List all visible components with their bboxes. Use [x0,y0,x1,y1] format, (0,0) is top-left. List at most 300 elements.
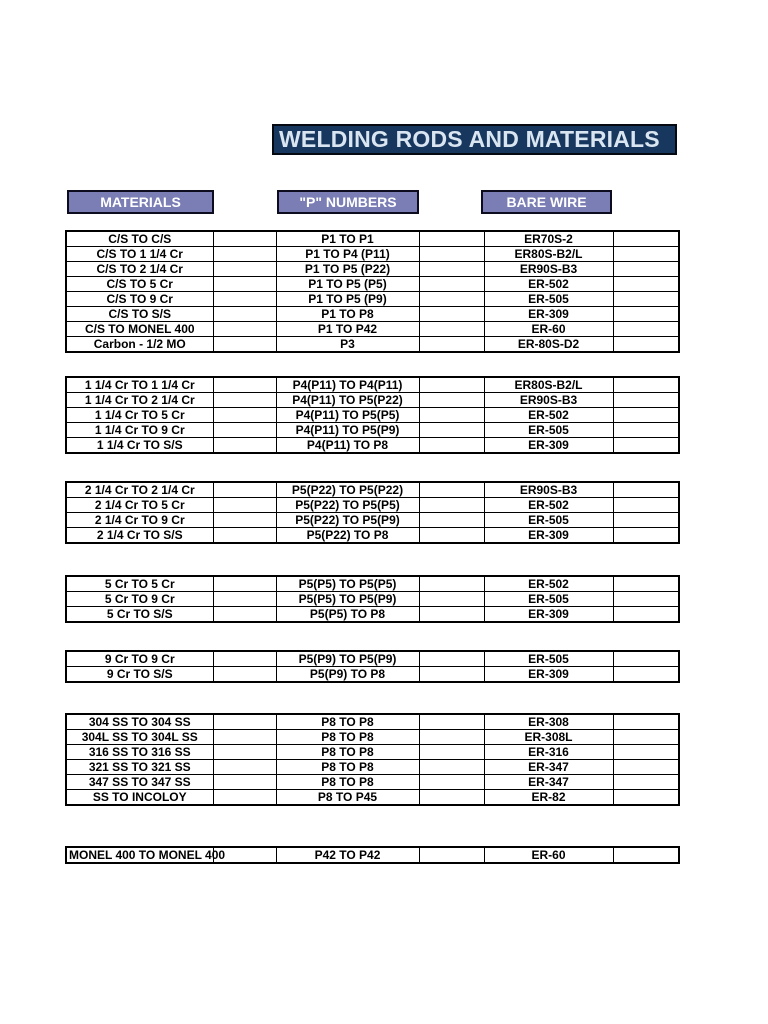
spacer-cell [419,408,484,423]
p-numbers-cell [276,423,419,438]
spacer-cell [213,277,276,292]
spacer-cell [213,292,276,307]
p-numbers-cell [276,231,419,247]
material-cell-text: 2 1/4 Cr TO S/S [96,528,183,542]
p-numbers-cell-text: P8 TO P8 [321,715,374,729]
material-cell [66,730,213,745]
table-row [66,377,679,393]
bare-wire-cell-text: ER-82 [531,790,566,804]
spacer-cell [613,307,679,322]
spacer-cell [419,337,484,353]
spacer-cell [613,760,679,775]
p-numbers-cell-text: P3 [340,337,355,351]
spacer-cell [213,667,276,683]
spacer-cell [419,745,484,760]
bare-wire-cell-text: ER-505 [528,423,569,437]
spacer-cell [613,775,679,790]
bare-wire-cell-text: ER80S-B2/L [514,247,583,261]
materials-table-block-4 [65,575,680,623]
spacer-cell [419,513,484,528]
material-cell [66,576,213,592]
spacer-cell [613,277,679,292]
spacer-cell [613,576,679,592]
bare-wire-cell [484,745,613,760]
p-numbers-cell [276,775,419,790]
spacer-cell [213,730,276,745]
material-cell [66,423,213,438]
p-numbers-cell [276,482,419,498]
bare-wire-cell [484,337,613,353]
material-cell-text: 316 SS TO 316 SS [88,745,191,759]
material-cell [66,714,213,730]
p-numbers-cell [276,277,419,292]
spacer-cell [613,337,679,353]
p-numbers-cell-text: P5(P5) TO P8 [309,607,386,621]
material-cell-text: Carbon - 1/2 MO [93,337,186,351]
material-cell [66,498,213,513]
p-numbers-cell-text: P1 TO P5 (P5) [308,277,387,291]
spacer-cell [419,730,484,745]
table-row [66,667,679,683]
material-cell-text: 5 Cr TO S/S [106,607,173,621]
p-numbers-cell [276,408,419,423]
spacer-cell [613,377,679,393]
material-cell [66,322,213,337]
spacer-cell [213,482,276,498]
p-numbers-cell [276,790,419,806]
material-cell [66,393,213,408]
materials-table-block-7 [65,846,680,864]
p-numbers-cell-text: P5(P9) TO P8 [309,667,386,681]
table-row [66,513,679,528]
p-numbers-cell-text: P4(P11) TO P5(P22) [292,393,403,407]
spacer-cell [213,423,276,438]
material-cell [66,513,213,528]
column-header-p-numbers: "P" NUMBERS [277,190,419,214]
p-numbers-cell-text: P8 TO P8 [321,745,374,759]
spacer-cell [419,247,484,262]
material-cell-text: C/S TO C/S [108,232,172,246]
material-cell [66,607,213,623]
bare-wire-cell-text: ER-309 [528,438,569,452]
material-cell [66,651,213,667]
bare-wire-cell-text: ER-347 [528,775,569,789]
spacer-cell [613,438,679,454]
p-numbers-cell [276,292,419,307]
bare-wire-cell [484,262,613,277]
spacer-cell [419,292,484,307]
spacer-cell [419,262,484,277]
table-row [66,847,679,863]
p-numbers-cell [276,745,419,760]
table-row [66,438,679,454]
spacer-cell [613,847,679,863]
spacer-cell [213,607,276,623]
bare-wire-cell [484,498,613,513]
material-cell-text: 1 1/4 Cr TO 1 1/4 Cr [84,378,195,392]
table-row [66,790,679,806]
spacer-cell [613,513,679,528]
bare-wire-cell-text: ER-309 [528,307,569,321]
spacer-cell [419,760,484,775]
material-cell [66,262,213,277]
bare-wire-cell-text: ER90S-B3 [519,483,578,497]
p-numbers-cell-text: P1 TO P5 (P22) [304,262,391,276]
spacer-cell [613,247,679,262]
bare-wire-cell [484,408,613,423]
spacer-cell [419,377,484,393]
spacer-cell [213,231,276,247]
bare-wire-cell [484,651,613,667]
bare-wire-cell-text: ER-309 [528,607,569,621]
spacer-cell [613,714,679,730]
p-numbers-cell [276,393,419,408]
bare-wire-cell [484,790,613,806]
spacer-cell [613,667,679,683]
spacer-cell [419,576,484,592]
table-row [66,760,679,775]
page-title: WELDING RODS AND MATERIALS [272,124,677,155]
spacer-cell [213,438,276,454]
spacer-cell [213,498,276,513]
bare-wire-cell-text: ER-80S-D2 [517,337,580,351]
spacer-cell [419,790,484,806]
material-cell-text: 347 SS TO 347 SS [88,775,191,789]
bare-wire-cell [484,714,613,730]
table-row [66,607,679,623]
spacer-cell [213,592,276,607]
spacer-cell [213,790,276,806]
bare-wire-cell-text: ER-347 [528,760,569,774]
p-numbers-cell-text: P1 TO P5 (P9) [308,292,387,306]
bare-wire-cell-text: ER90S-B3 [519,262,578,276]
bare-wire-cell-text: ER-502 [528,498,569,512]
spacer-cell [419,423,484,438]
bare-wire-cell [484,231,613,247]
material-cell [66,277,213,292]
p-numbers-cell-text: P4(P11) TO P5(P5) [295,408,400,422]
p-numbers-cell [276,337,419,353]
spacer-cell [419,277,484,292]
material-cell [66,231,213,247]
p-numbers-cell [276,262,419,277]
table-row [66,307,679,322]
bare-wire-cell-text: ER70S-2 [524,232,573,246]
p-numbers-cell [276,498,419,513]
spacer-cell [613,262,679,277]
material-cell-text: 304 SS TO 304 SS [88,715,191,729]
material-cell [66,408,213,423]
p-numbers-cell [276,760,419,775]
table-row [66,714,679,730]
material-cell-text: MONEL 400 TO MONEL 400 [69,848,226,862]
material-cell-text: 5 Cr TO 9 Cr [104,592,175,606]
materials-table-block-5 [65,650,680,683]
spacer-cell [213,760,276,775]
material-cell-text: C/S TO MONEL 400 [84,322,195,336]
material-cell [66,760,213,775]
material-cell-text: C/S TO 1 1/4 Cr [96,247,183,261]
bare-wire-cell [484,292,613,307]
spacer-cell [213,528,276,544]
material-cell [66,337,213,353]
spacer-cell [613,482,679,498]
material-cell-text: 2 1/4 Cr TO 2 1/4 Cr [84,483,195,497]
spacer-cell [419,847,484,863]
table-row [66,337,679,353]
p-numbers-cell [276,714,419,730]
material-cell-text: 1 1/4 Cr TO 2 1/4 Cr [84,393,195,407]
spacer-cell [419,498,484,513]
spacer-cell [419,667,484,683]
bare-wire-cell [484,528,613,544]
spacer-cell [613,393,679,408]
spacer-cell [419,651,484,667]
bare-wire-cell [484,322,613,337]
p-numbers-cell-text: P42 TO P42 [314,848,381,862]
spacer-cell [213,377,276,393]
p-numbers-cell [276,607,419,623]
bare-wire-cell-text: ER-505 [528,592,569,606]
p-numbers-cell-text: P4(P11) TO P5(P9) [295,423,400,437]
spacer-cell [613,231,679,247]
p-numbers-cell-text: P5(P22) TO P5(P22) [291,483,404,497]
table-row [66,423,679,438]
p-numbers-cell [276,730,419,745]
spacer-cell [213,322,276,337]
table-row [66,408,679,423]
spacer-cell [419,231,484,247]
material-cell [66,482,213,498]
material-cell-text: C/S TO 9 Cr [106,292,173,306]
bare-wire-cell [484,513,613,528]
material-cell-text: C/S TO 5 Cr [106,277,173,291]
material-cell-text: SS TO INCOLOY [92,790,187,804]
p-numbers-cell-text: P4(P11) TO P8 [306,438,389,452]
spacer-cell [213,775,276,790]
material-cell [66,667,213,683]
spacer-cell [613,528,679,544]
p-numbers-cell-text: P5(P5) TO P5(P9) [298,592,397,606]
spacer-cell [613,592,679,607]
spacer-cell [419,592,484,607]
p-numbers-cell-text: P5(P9) TO P5(P9) [298,652,397,666]
material-cell [66,292,213,307]
p-numbers-cell [276,651,419,667]
material-cell-text: 9 Cr TO S/S [106,667,173,681]
column-header-bare-wire: BARE WIRE [481,190,612,214]
table-row [66,730,679,745]
p-numbers-cell-text: P8 TO P8 [321,730,374,744]
p-numbers-cell [276,576,419,592]
p-numbers-cell-text: P5(P5) TO P5(P5) [298,577,397,591]
material-cell [66,377,213,393]
material-cell [66,438,213,454]
bare-wire-cell-text: ER90S-B3 [519,393,578,407]
bare-wire-cell [484,482,613,498]
bare-wire-cell [484,760,613,775]
material-cell-text: 1 1/4 Cr TO S/S [96,438,183,452]
table-row [66,482,679,498]
bare-wire-cell-text: ER-316 [528,745,569,759]
p-numbers-cell-text: P8 TO P8 [321,760,374,774]
spacer-cell [213,337,276,353]
spacer-cell [613,745,679,760]
material-cell-text: 2 1/4 Cr TO 9 Cr [94,513,185,527]
p-numbers-cell-text: P1 TO P4 (P11) [305,247,390,261]
p-numbers-cell [276,322,419,337]
material-cell-text: 304L SS TO 304L SS [81,730,198,744]
material-cell [66,847,226,863]
bare-wire-cell [484,307,613,322]
p-numbers-cell-text: P8 TO P45 [317,790,378,804]
spacer-cell [419,607,484,623]
table-row [66,262,679,277]
spacer-cell [213,262,276,277]
material-cell [66,307,213,322]
bare-wire-cell-text: ER-505 [528,652,569,666]
column-header-materials: MATERIALS [67,190,214,214]
table-row [66,592,679,607]
spacer-cell [213,393,276,408]
spacer-cell [613,408,679,423]
spacer-cell [419,438,484,454]
material-cell-text: 1 1/4 Cr TO 5 Cr [94,408,185,422]
p-numbers-cell [276,377,419,393]
bare-wire-cell-text: ER-60 [531,322,566,336]
materials-table-block-3 [65,481,680,544]
spacer-cell [213,651,276,667]
spacer-cell [419,714,484,730]
material-cell-text: 9 Cr TO 9 Cr [104,652,175,666]
table-row [66,498,679,513]
material-cell-text: C/S TO S/S [108,307,171,321]
table-row [66,277,679,292]
material-cell-text: C/S TO 2 1/4 Cr [96,262,183,276]
material-cell [66,790,213,806]
p-numbers-cell-text: P5(P22) TO P5(P5) [295,498,400,512]
p-numbers-cell [276,667,419,683]
p-numbers-cell [276,307,419,322]
bare-wire-cell-text: ER-502 [528,408,569,422]
bare-wire-cell [484,730,613,745]
bare-wire-cell [484,847,613,863]
spacer-cell [613,607,679,623]
material-cell [66,745,213,760]
p-numbers-cell [276,592,419,607]
spacer-cell [213,307,276,322]
table-row [66,775,679,790]
bare-wire-cell-text: ER-308 [528,715,569,729]
spacer-cell [613,322,679,337]
p-numbers-cell [276,438,419,454]
bare-wire-cell-text: ER-308L [524,730,573,744]
spacer-cell [419,482,484,498]
spacer-cell [419,307,484,322]
bare-wire-cell [484,423,613,438]
bare-wire-cell-text: ER80S-B2/L [514,378,583,392]
p-numbers-cell-text: P1 TO P1 [321,232,374,246]
bare-wire-cell [484,393,613,408]
p-numbers-cell-text: P8 TO P8 [321,775,374,789]
bare-wire-cell [484,277,613,292]
bare-wire-cell [484,576,613,592]
spacer-cell [419,775,484,790]
p-numbers-cell-text: P5(P22) TO P5(P9) [295,513,400,527]
material-cell-text: 1 1/4 Cr TO 9 Cr [94,423,185,437]
p-numbers-cell [276,528,419,544]
bare-wire-cell [484,377,613,393]
spacer-cell [613,730,679,745]
table-row [66,528,679,544]
table-row [66,231,679,247]
table-row [66,292,679,307]
material-cell-text: 5 Cr TO 5 Cr [104,577,175,591]
table-row [66,393,679,408]
material-cell-text: 321 SS TO 321 SS [88,760,191,774]
bare-wire-cell-text: ER-505 [528,292,569,306]
bare-wire-cell-text: ER-502 [528,277,569,291]
spacer-cell [419,322,484,337]
table-row [66,247,679,262]
material-cell [66,528,213,544]
bare-wire-cell [484,607,613,623]
p-numbers-cell-text: P4(P11) TO P4(P11) [292,378,403,392]
bare-wire-cell [484,438,613,454]
spacer-cell [613,790,679,806]
spacer-cell [213,576,276,592]
p-numbers-cell [276,247,419,262]
spacer-cell [419,393,484,408]
bare-wire-cell [484,592,613,607]
p-numbers-cell [276,513,419,528]
p-numbers-cell-text: P1 TO P8 [321,307,374,321]
spacer-cell [213,247,276,262]
spacer-cell [613,498,679,513]
p-numbers-cell-text: P5(P22) TO P8 [306,528,389,542]
spacer-cell [613,423,679,438]
material-cell-text: 2 1/4 Cr TO 5 Cr [94,498,185,512]
materials-table-block-1 [65,230,680,353]
material-cell [66,775,213,790]
spacer-cell [613,292,679,307]
table-row [66,745,679,760]
table-row [66,576,679,592]
spacer-cell [419,528,484,544]
p-numbers-cell [276,847,419,863]
materials-table-block-6 [65,713,680,806]
material-cell [66,247,213,262]
spacer-cell [213,513,276,528]
spacer-cell [213,745,276,760]
table-row [66,322,679,337]
table-blocks-container [65,230,678,864]
spacer-cell [613,651,679,667]
bare-wire-cell-text: ER-309 [528,528,569,542]
bare-wire-cell-text: ER-505 [528,513,569,527]
spacer-cell [213,714,276,730]
material-cell [66,592,213,607]
table-row [66,651,679,667]
bare-wire-cell [484,775,613,790]
bare-wire-cell-text: ER-309 [528,667,569,681]
spacer-cell [213,408,276,423]
materials-table-block-2 [65,376,680,454]
bare-wire-cell [484,667,613,683]
p-numbers-cell-text: P1 TO P42 [317,322,378,336]
bare-wire-cell-text: ER-502 [528,577,569,591]
bare-wire-cell [484,247,613,262]
